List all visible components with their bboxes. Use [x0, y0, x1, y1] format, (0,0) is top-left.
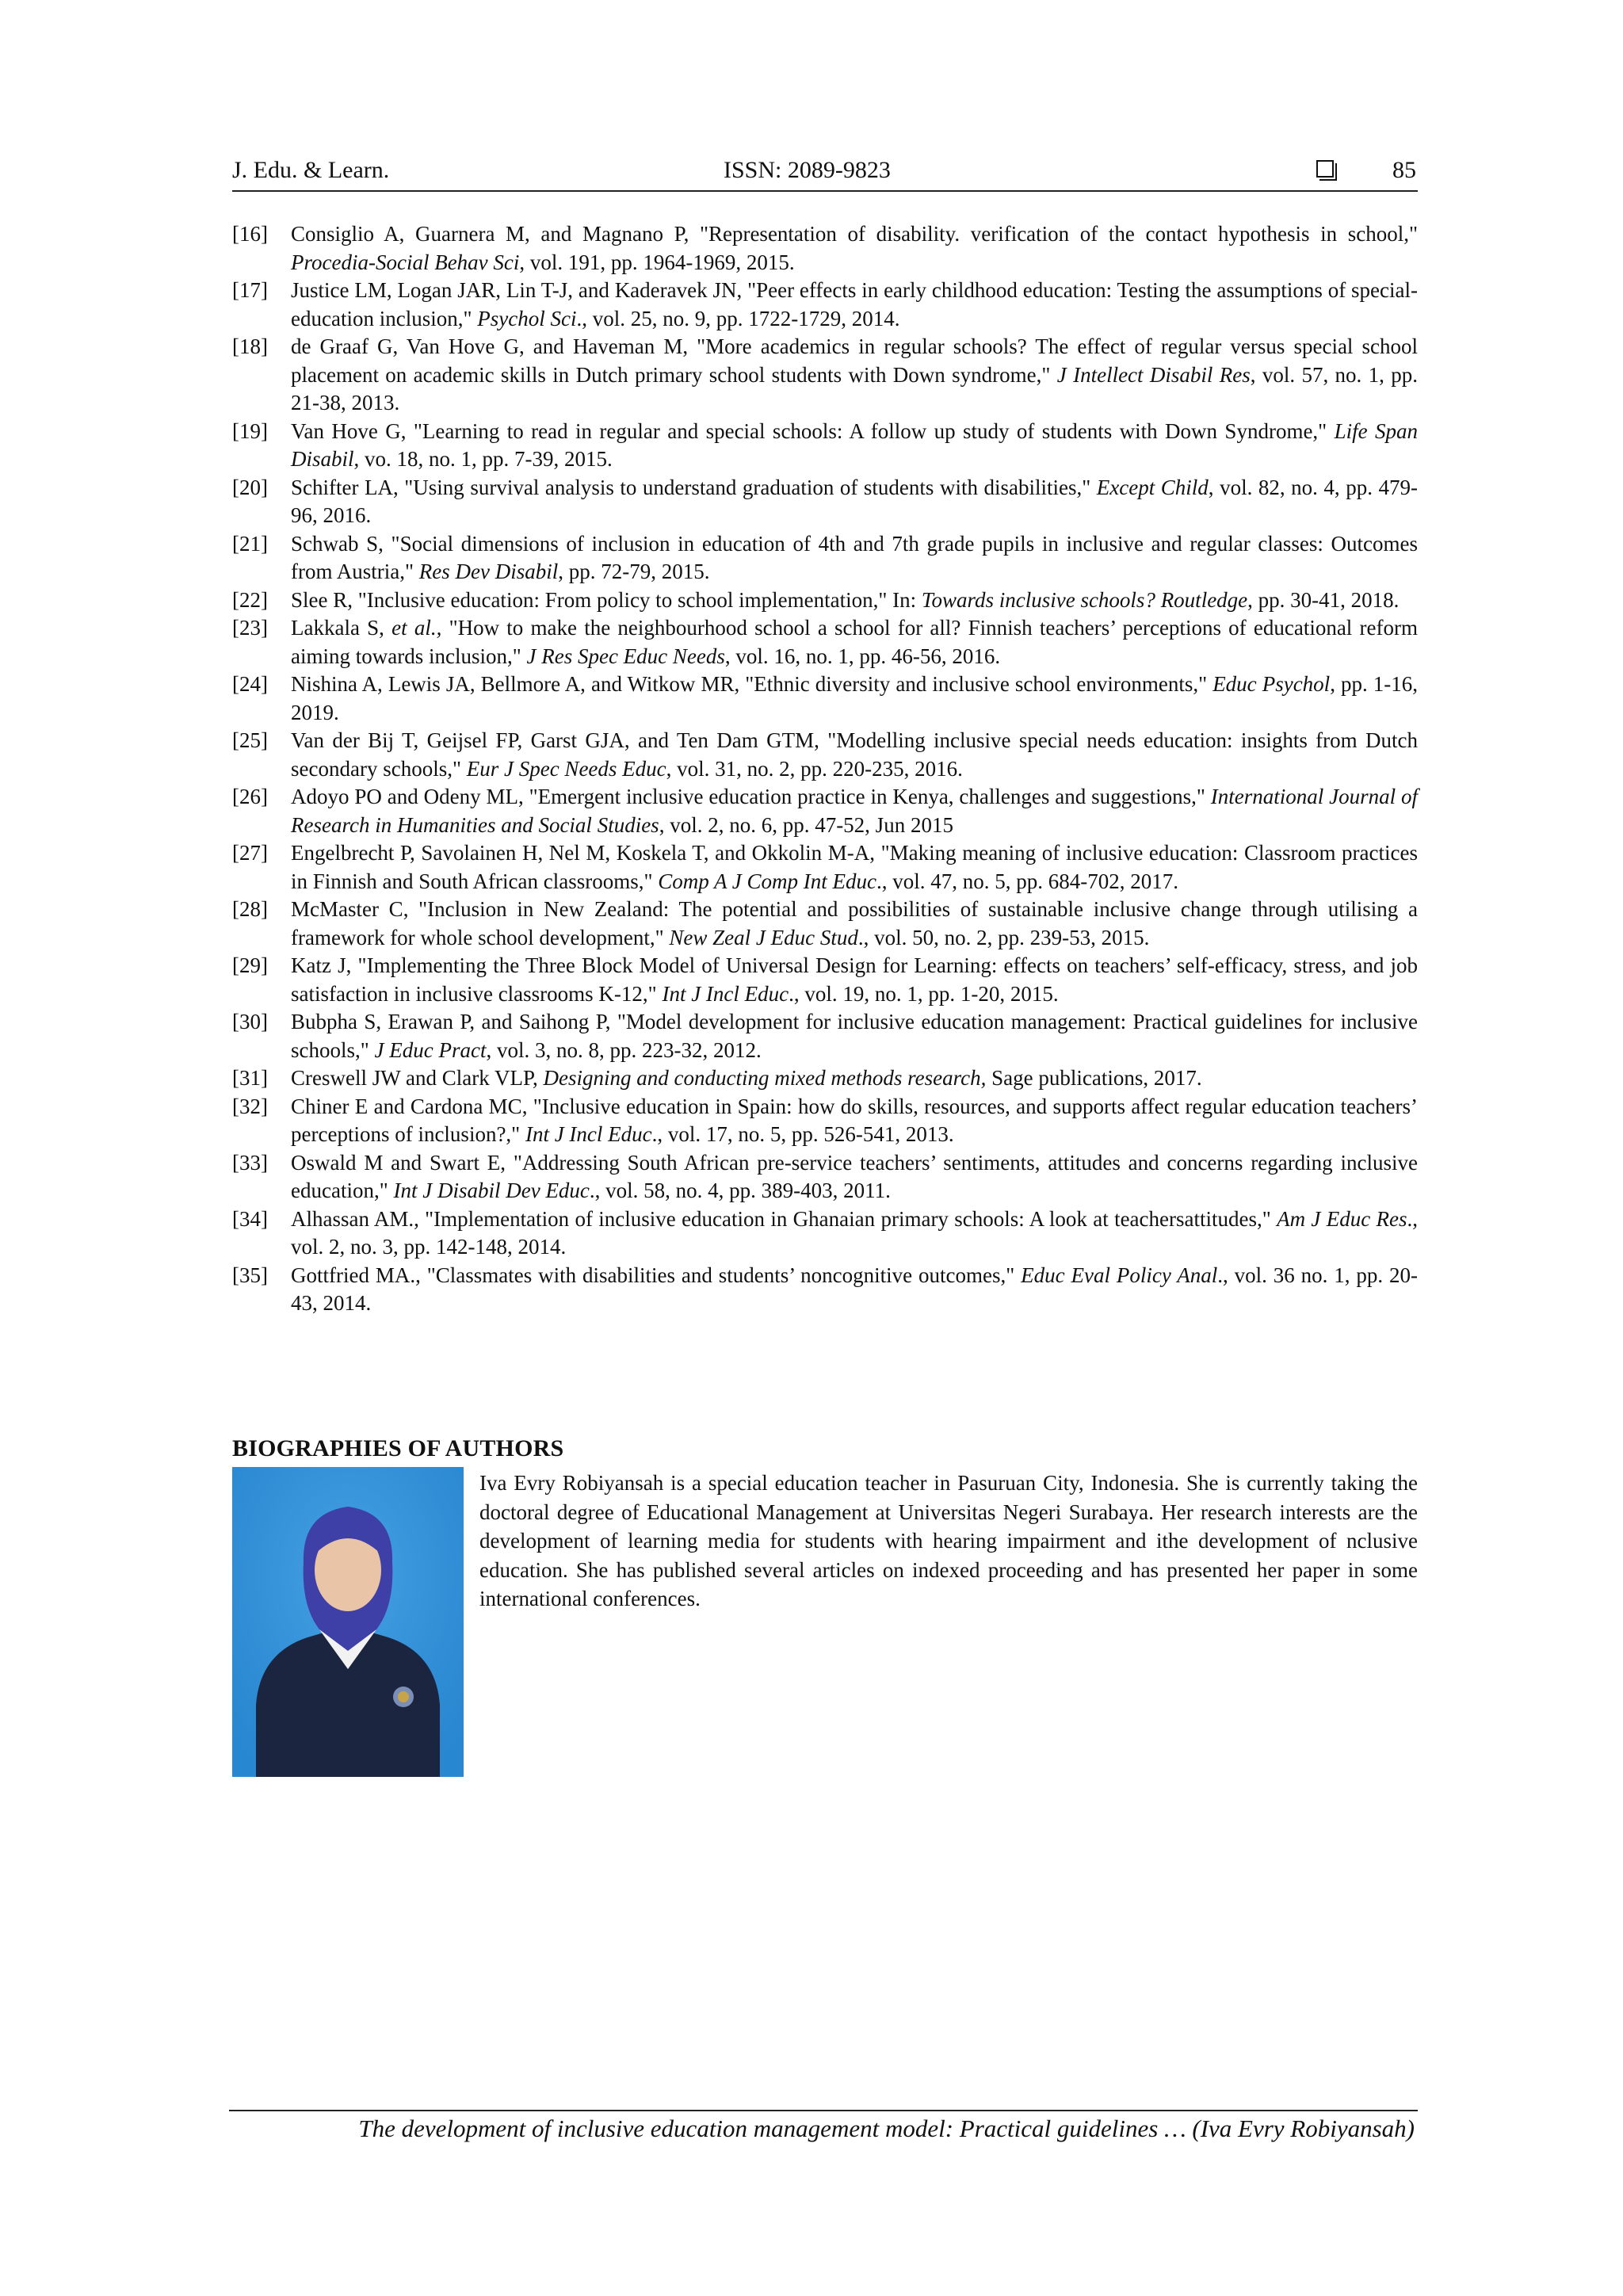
issn: ISSN: 2089-9823	[724, 157, 891, 183]
reference-number: [27]	[232, 841, 268, 865]
reference-item	[232, 586, 1418, 615]
reference-number: [17]	[232, 278, 268, 302]
reference-text: , vol. 3, no. 8, pp. 223-32, 2012.	[486, 1037, 762, 1062]
page-footer: The development of inclusive education management model: Practical guidelines … (Iva Evry Robiyansah)	[358, 2115, 1415, 2142]
reference-text: Engelbrecht P, Savolainen H, Nel M, Koskela T, and Okkolin M-A, "Making meaning of inclusive education: Classroom practices in Finnish and South African classrooms,"	[291, 841, 1418, 893]
reference-text: ., vol. 25, no. 9, pp. 1722-1729, 2014.	[576, 306, 900, 330]
reference-source: Int J Incl Educ	[525, 1122, 652, 1146]
reference-source: J Res Spec Educ Needs	[526, 644, 725, 668]
reference-text: Nishina A, Lewis JA, Bellmore A, and Witkow MR, "Ethnic diversity and inclusive school environments,"	[291, 672, 1213, 696]
reference-source: Int J Incl Educ	[662, 981, 789, 1006]
reference-text: , vol. 16, no. 1, pp. 46-56, 2016.	[724, 644, 1001, 668]
reference-number: [24]	[232, 672, 268, 696]
reference-number: [19]	[232, 418, 268, 443]
reference-item	[232, 670, 1418, 727]
biography-text: Iva Evry Robiyansah is a special education teacher in Pasuruan City, Indonesia. She is currently taking the doctoral degree of Educational Management at Universitas Negeri Surabaya. Her research interests are the development of learning media for students with hearing impairment and ithe development of nclusive education. She has published several articles on indexed proceeding and has presented her paper in some international conferences.	[479, 1471, 1418, 1610]
reference-text: Slee R, "Inclusive education: From policy to school implementation," In:	[291, 587, 922, 612]
footer-rule	[229, 2110, 1418, 2111]
reference-item	[232, 1262, 1418, 1318]
reference-item	[232, 1149, 1418, 1205]
reference-number: [28]	[232, 897, 268, 921]
reference-number: [29]	[232, 953, 268, 977]
reference-number: [32]	[232, 1094, 268, 1118]
reference-source: J Educ Pract	[374, 1037, 487, 1062]
reference-source: Int J Disabil Dev Educ	[393, 1179, 590, 1202]
reference-item	[232, 614, 1418, 670]
reference-source: International Journal of Research in Humanities and Social Studies	[291, 785, 1418, 837]
reference-source: Res Dev Disabil	[418, 560, 559, 583]
reference-text: , pp. 30-41, 2018.	[1247, 587, 1400, 612]
reference-text: McMaster C, "Inclusion in New Zealand: The potential and possibilities of sustainable inclusive change through utilising a framework for whole school development,"	[291, 897, 1418, 949]
reference-text: Consiglio A, Guarnera M, and Magnano P, "Representation of disability. verification of the contact hypothesis in school,"	[291, 222, 1418, 246]
reference-text: Van Hove G, "Learning to read in regular and special schools: A follow up study of students with Down Syndrome,"	[291, 418, 1335, 443]
reference-text: ., vol. 36 no. 1, pp. 20-43, 2014.	[291, 1263, 1418, 1315]
reference-number: [31]	[232, 1066, 268, 1090]
reference-source: Psychol Sci	[477, 306, 577, 330]
reference-text: ., vol. 50, no. 2, pp. 239-53, 2015.	[857, 925, 1150, 949]
reference-text: Alhassan AM., "Implementation of inclusive education in Ghanaian primary schools: A look at teachersattitudes,"	[291, 1206, 1277, 1231]
reference-item	[232, 783, 1418, 839]
reference-item	[232, 727, 1418, 783]
biographies-heading: BIOGRAPHIES OF AUTHORS	[232, 1435, 564, 1461]
reference-source: Designing and conducting mixed methods research,	[543, 1066, 987, 1090]
reference-text: , vol. 57, no. 1, pp. 21-38, 2013.	[291, 362, 1418, 415]
reference-source: Eur J Spec Needs Educ	[466, 756, 666, 781]
page-number: 85	[1392, 157, 1416, 183]
reference-item	[232, 952, 1418, 1008]
reference-item	[232, 1064, 1418, 1093]
reference-item	[232, 530, 1418, 586]
reference-text: ., vol. 47, no. 5, pp. 684-702, 2017.	[876, 869, 1178, 893]
reference-number: [30]	[232, 1010, 268, 1033]
reference-source: Educ Eval Policy Anal	[1021, 1263, 1218, 1287]
box-icon	[1316, 160, 1334, 178]
reference-item	[232, 896, 1418, 952]
reference-item	[232, 1093, 1418, 1149]
reference-item	[232, 1008, 1418, 1064]
reference-number: [25]	[232, 728, 268, 752]
page-header	[232, 154, 1418, 192]
reference-text: "How to make the neighbourhood school a school for all? Finnish teachers’ perceptions of educational reform aiming towards inclusion,"	[291, 616, 1418, 668]
reference-source: et al.,	[391, 616, 442, 640]
reference-text: , vol. 31, no. 2, pp. 220-235, 2016.	[666, 756, 963, 781]
reference-number: [35]	[232, 1263, 268, 1287]
reference-text: ., vol. 2, no. 3, pp. 142-148, 2014.	[291, 1206, 1419, 1259]
reference-item	[232, 333, 1418, 418]
reference-text: , vol. 191, pp. 1964-1969, 2015.	[519, 250, 795, 274]
reference-source: Procedia-Social Behav Sci	[291, 250, 520, 274]
reference-item	[232, 1205, 1418, 1262]
reference-text: , vol. 2, no. 6, pp. 47-52, Jun 2015	[659, 812, 953, 837]
reference-source: Except Child	[1096, 475, 1209, 499]
reference-text: Chiner E and Cardona MC, "Inclusive education in Spain: how do skills, resources, and supports affect regular education teachers’ perceptions of inclusion?,"	[291, 1094, 1418, 1146]
reference-number: [21]	[232, 531, 268, 556]
reference-text: Schwab S, "Social dimensions of inclusion in education of 4th and 7th grade pupils in inclusive and regular classes: Outcomes from Austria,"	[291, 531, 1418, 583]
reference-text: Sage publications, 2017.	[986, 1066, 1202, 1090]
reference-source: New Zeal J Educ Stud	[669, 925, 858, 949]
reference-item	[232, 839, 1418, 896]
reference-text: ., vol. 19, no. 1, pp. 1-20, 2015.	[789, 981, 1059, 1006]
reference-source: J Intellect Disabil Res	[1056, 362, 1251, 387]
reference-text: Katz J, "Implementing the Three Block Model of Universal Design for Learning: effects on teachers’ self-efficacy, stress, and job satisfaction in inclusive classrooms K-12,"	[291, 953, 1418, 1006]
reference-text: Creswell JW and Clark VLP,	[291, 1066, 544, 1090]
journal-name: J. Edu. & Learn.	[232, 157, 390, 183]
reference-text: Van der Bij T, Geijsel FP, Garst GJA, and Ten Dam GTM, "Modelling inclusive special needs education: insights from Dutch secondary schools,"	[291, 728, 1418, 781]
reference-text: Justice LM, Logan JAR, Lin T-J, and Kaderavek JN, "Peer effects in early childhood education: Testing the assumptions of special-education inclusion,"	[291, 278, 1418, 330]
reference-text: , vol. 82, no. 4, pp. 479-96, 2016.	[291, 475, 1418, 527]
reference-number: [16]	[232, 222, 268, 246]
reference-number: [22]	[232, 587, 268, 612]
reference-text: , pp. 1-16, 2019.	[291, 672, 1419, 724]
author-photo	[232, 1467, 464, 1777]
reference-text: Oswald M and Swart E, "Addressing South African pre-service teachers’ sentiments, attitudes and concerns regarding inclusive education,"	[291, 1150, 1418, 1202]
reference-number: [34]	[232, 1206, 268, 1231]
reference-number: [23]	[232, 616, 268, 640]
reference-number: [20]	[232, 475, 268, 499]
reference-text: de Graaf G, Van Hove G, and Haveman M, "More academics in regular schools? The effect of regular versus special school placement on academic skills in Dutch primary school students with Down syndrome,"	[291, 334, 1418, 387]
reference-source: Am J Educ Res	[1277, 1206, 1407, 1231]
reference-source: Towards inclusive schools? Routledge	[921, 587, 1248, 612]
reference-number: [26]	[232, 785, 268, 808]
reference-item	[232, 277, 1418, 333]
reference-list	[232, 220, 1418, 1318]
reference-source: Life Span Disabil	[291, 418, 1418, 471]
reference-text: , vo. 18, no. 1, pp. 7-39, 2015.	[353, 447, 613, 471]
reference-number: [33]	[232, 1150, 268, 1175]
reference-source: Educ Psychol	[1212, 672, 1331, 696]
reference-item	[232, 220, 1418, 277]
reference-text: ., vol. 58, no. 4, pp. 389-403, 2011.	[589, 1179, 891, 1202]
reference-text: ., vol. 17, no. 5, pp. 526-541, 2013.	[651, 1122, 954, 1146]
reference-item	[232, 474, 1418, 530]
reference-text: Lakkala S,	[291, 616, 392, 640]
reference-text: Schifter LA, "Using survival analysis to understand graduation of students with disabilities,"	[291, 475, 1097, 499]
reference-number: [18]	[232, 334, 268, 358]
reference-text: Gottfried MA., "Classmates with disabilities and students’ noncognitive outcomes,"	[291, 1263, 1022, 1287]
reference-text: Bubpha S, Erawan P, and Saihong P, "Model development for inclusive education management: Practical guidelines for inclusive schools,"	[291, 1010, 1418, 1062]
reference-item	[232, 418, 1418, 474]
reference-source: Comp A J Comp Int Educ	[658, 869, 876, 893]
reference-text: , pp. 72-79, 2015.	[558, 560, 710, 583]
reference-text: Adoyo PO and Odeny ML, "Emergent inclusive education practice in Kenya, challenges and suggestions,"	[291, 785, 1211, 808]
